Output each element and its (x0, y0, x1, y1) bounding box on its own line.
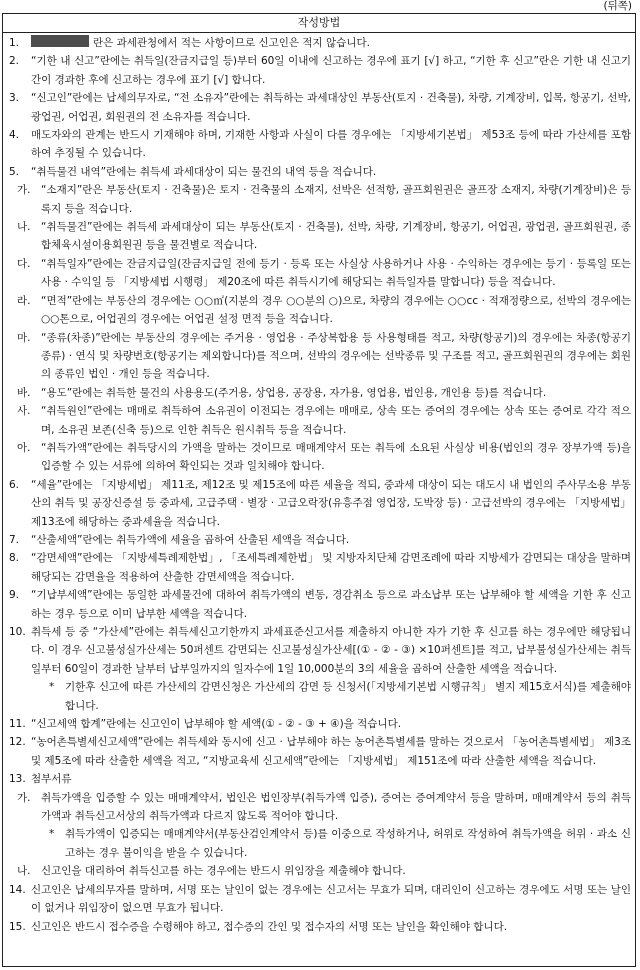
item-text: 취득세 등 중 “가산세”란에는 취득세신고기한까지 과세표준신고서를 제출하지 아니한 자가 기한 후 신고를 하는 경우에만 해당됩니다. 이 경우 신고불성실가산세는 50퍼센트 감면되는 신고불성실가산세[(① - ② - ③) ×10퍼센트]를 적고, 납부불성실가산세는 취득일부터 60일이 경과한 날부터 납부일까지의 일자수에 1일 10,000분의 3의 세율을 곱하여 산출한 세액을 적습니다. (31, 626, 631, 675)
instruction-item (9, 402, 631, 439)
item-marker: 가. (17, 791, 31, 804)
instruction-item (9, 825, 631, 862)
item-text: “산출세액”란에는 취득가액에 세율을 곱하여 산출된 세액을 적습니다. (31, 533, 350, 546)
instructions-box (2, 13, 636, 967)
item-marker: 6. (9, 478, 20, 491)
redacted-field-block (31, 35, 89, 47)
instruction-item (9, 531, 631, 549)
item-text: “신고세액 합계”란에는 신고인이 납부해야 할 세액(① - ② - ③ + ④)을 적습니다. (31, 718, 402, 731)
item-text: “신고인”란에는 납세의무자로, “전 소유자”란에는 취득하는 과세대상인 부동산(토지 · 건축물), 차량, 기계장비, 입목, 항공기, 선박, 광업권, 어업권, 회원권의 전 소유자를 적습니다. (31, 92, 631, 123)
instruction-item (9, 476, 631, 531)
item-text: 매도자와의 관계는 반드시 기재해야 하며, 기재한 사항과 사실이 다를 경우에는 「지방세기본법」 제53조 등에 따라 가산세를 포함하여 추징될 수 있습니다. (31, 129, 631, 160)
item-text: “종류(차종)”란에는 부동산의 경우에는 주거용 · 영업용 · 주상복합용 등 사용형태를 적고, 차량(항공기)의 경우에는 차종(항공기 종류) · 연식 및 차량번호(항공기는 제외합니다)를 적으며, 선박의 경우에는 선박종류 및 구조를 적고, 골프회원권의 경우에는 회원의 종류인 법인 · 개인 등을 적습니다. (41, 331, 631, 381)
item-marker: 15. (9, 920, 26, 933)
item-text: “취득일자”란에는 잔금지급일(잔금지급일 전에 등기 · 등록 또는 사실상 사용하거나 사용 · 수익하는 경우에는 등기 · 등록일 또는 사용 · 수익일 등 「지방세법 시행령」 제20조에 따른 취득시기에 해당되는 취득일자를 말합니다) 등을 적습니다. (41, 257, 631, 289)
item-text: “기납부세액”란에는 동일한 과세물건에 대하여 취득가액의 변동, 경감취소 등으로 과소납부 또는 납부해야 할 세액을 기한 후 신고하는 경우 등으로 이미 납부한 세액을 적습니다. (31, 589, 631, 620)
item-marker: 7. (9, 533, 20, 546)
item-text: 취득가액이 입증되는 매매계약서(부동산검인계약서 등)를 이중으로 작성하거나, 허위로 작성하여 취득가액을 허위 · 과소 신고하는 경우 불이익을 받을 수 있습니다. (65, 828, 631, 859)
instruction-item (9, 623, 631, 678)
instruction-item (9, 34, 631, 52)
instruction-item (9, 789, 631, 826)
instruction-item (9, 733, 631, 770)
item-marker: 3. (9, 92, 20, 105)
item-marker: 8. (9, 552, 20, 565)
item-text: 기한후 신고에 따른 가산세의 감면신청은 가산세의 감면 등 신청서(「지방세기본법 시행규칙」 별지 제15호서식)를 제출해야 합니다. (65, 681, 631, 712)
item-marker: 9. (9, 589, 20, 602)
item-marker: 가. (17, 184, 31, 197)
item-marker: 11. (9, 718, 26, 731)
instruction-item (9, 163, 631, 181)
item-marker: 12. (9, 736, 26, 749)
item-marker: 아. (17, 441, 31, 454)
item-text: 취득가액을 입증할 수 있는 매매계약서, 법인은 법인장부(취득가액 입증), 증여는 증여계약서 등을 말하며, 매매계약서 등의 취득가액과 취득신고서상의 취득가액과 다르지 않도록 적어야 합니다. (41, 791, 631, 823)
item-marker: 다. (17, 257, 31, 270)
instructions-title: 작성방법 (3, 14, 635, 33)
instruction-item (9, 292, 631, 329)
item-text: “취득원인”란에는 매매로 취득하여 소유권이 이전되는 경우에는 매매로, 상속 또는 증여의 경우에는 상속 또는 증여로 각각 적으며, 소유권 보존(신축 등)으로 인한 취득은 원시취득 등을 적습니다. (41, 405, 631, 436)
instruction-item (9, 770, 631, 788)
item-marker: 나. (17, 865, 31, 878)
item-text: 신고인은 납세의무자를 말하며, 서명 또는 날인이 없는 경우에는 신고서는 무효가 되며, 대리인이 신고하는 경우에도 서명 또는 날인이 없거나 위임장이 없으면 무효가 됩니다. (31, 883, 631, 915)
item-text: “농어촌특별세신고세액”란에는 취득세와 동시에 신고 · 납부해야 하는 농어촌특별세를 말하는 것으로서 「농어촌특별세법」 제3조 및 제5조에 따라 산출한 세액을 적고, “지방교육세 신고세액”란에는 「지방세법」 제151조에 따라 산출한 세액을 적습니다. (31, 736, 631, 767)
instruction-item (9, 126, 631, 163)
item-text: “소재지”란은 부동산(토지 · 건축물)은 토지 · 건축물의 소재지, 선박은 선적항, 골프회원권은 골프장 소재지, 차량(기계장비)은 등록지 등을 적습니다. (41, 184, 631, 215)
item-marker: 바. (17, 386, 31, 399)
item-marker: 나. (17, 221, 31, 234)
instruction-item (9, 881, 631, 918)
item-text: “취득가액”란에는 취득당시의 가액을 말하는 것이므로 매매계약서 또는 취득에 소요된 사실상 비용(법인의 경우 장부가액 등)을 입증할 수 있는 서류에 의하여 확인되는 것과 일치해야 합니다. (41, 441, 631, 473)
item-text: “면적”란에는 부동산의 경우에는 ○○㎡(지분의 경우 ○○분의 ○)으로, 차량의 경우에는 ○○cc · 적재정량으로, 선박의 경우에는 ○○톤으로, 어업권의 경우에는 어업권 설정 면적 등을 적습니다. (41, 294, 631, 326)
item-marker: 라. (17, 294, 31, 307)
instruction-item (9, 715, 631, 733)
instruction-item (9, 678, 631, 715)
instruction-item (9, 329, 631, 384)
instruction-item (9, 918, 631, 936)
item-marker: * (49, 828, 55, 841)
item-marker: 5. (9, 165, 20, 178)
item-text: 첨부서류 (31, 773, 72, 786)
item-marker: 4. (9, 129, 20, 142)
page-side-label: (뒤쪽) (603, 0, 632, 12)
item-marker: * (49, 681, 55, 694)
item-text: 신고인은 반드시 접수증을 수령해야 하고, 접수증의 간인 및 접수자의 서명 또는 날인을 확인해야 합니다. (31, 920, 508, 933)
instruction-item (9, 255, 631, 292)
item-marker: 14. (9, 883, 26, 896)
instruction-item (9, 218, 631, 255)
instruction-item (9, 52, 631, 89)
instruction-item (9, 384, 631, 402)
instruction-item (9, 439, 631, 476)
item-text: 란은 과세관청에서 적는 사항이므로 신고인은 적지 않습니다. (93, 37, 370, 49)
item-text: “용도”란에는 취득한 물건의 사용용도(주거용, 상업용, 공장용, 자가용, 영업용, 법인용, 개인용 등)를 적습니다. (41, 386, 547, 399)
instruction-item (9, 89, 631, 126)
instruction-item (9, 586, 631, 623)
item-marker: 마. (17, 331, 31, 344)
item-marker: 10. (9, 626, 26, 638)
item-marker: 2. (9, 55, 20, 68)
item-marker: 사. (17, 405, 31, 418)
item-text: “기한 내 신고”란에는 취득일(잔금지급일 등)부터 60일 이내에 신고하는 경우에 표기 [√] 하고, “기한 후 신고”란은 기한 내 신고기간이 경과한 후에 신고하는 경우에 표기 [√] 합니다. (31, 55, 631, 86)
instruction-item (9, 862, 631, 880)
item-text: “세율”란에는 「지방세법」 제11조, 제12조 및 제15조에 따른 세율을 적되, 중과세 대상이 되는 대도시 내 법인의 주사무소용 부동산의 취득 및 공장신증설 등 중과세, 고급주택 · 별장 · 고급오락장(유흥주점 영업장, 도박장 등) · 고급선박의 경우에는 「지방세법」 제13조에 해당하는 중과세율을 적습니다. (31, 478, 631, 528)
item-text: “취득물건”란에는 취득세 과세대상이 되는 부동산(토지 · 건축물), 선박, 차량, 기계장비, 항공기, 어업권, 광업권, 골프회원권, 종합체육시설이용회원권 등을 물건별로 적습니다. (41, 221, 631, 252)
item-text: “취득물건 내역”란에는 취득세 과세대상이 되는 물건의 내역 등을 적습니다. (31, 165, 377, 178)
instruction-item (9, 549, 631, 586)
item-marker: 13. (9, 773, 26, 786)
item-text: “감면세액”란에는 「지방세특례제한법」, 「조세특례제한법」 및 지방자치단체 감면조례에 따라 지방세가 감면되는 대상을 말하며 해당되는 감면율을 적용하여 산출한 감면세액을 적습니다. (31, 552, 631, 583)
instructions-list (3, 33, 635, 936)
item-text: 신고인을 대리하여 취득신고를 하는 경우에는 반드시 위임장을 제출해야 합니다. (41, 865, 406, 878)
instruction-item (9, 181, 631, 218)
item-marker: 1. (9, 37, 20, 49)
